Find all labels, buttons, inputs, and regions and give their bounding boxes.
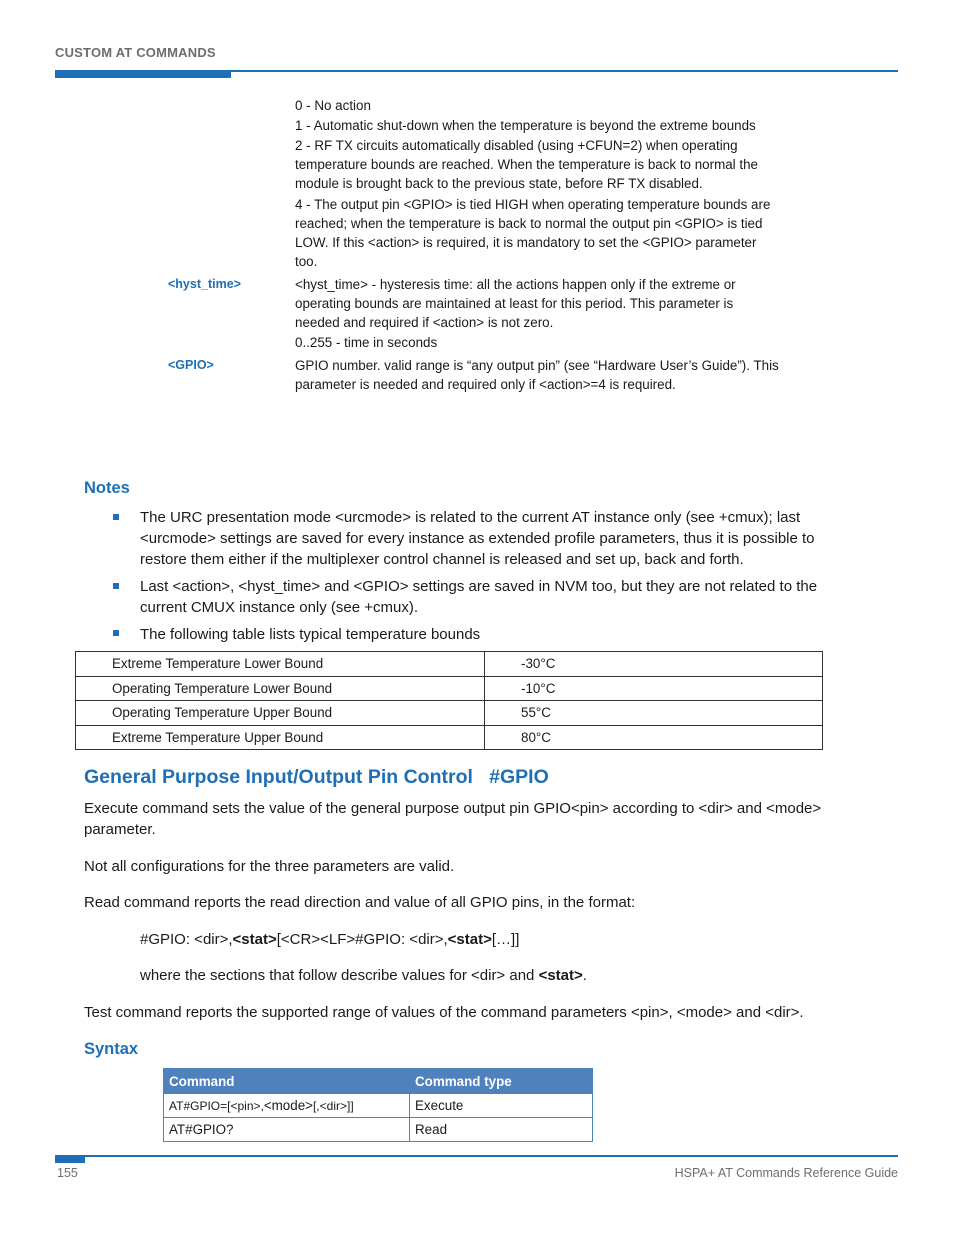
action-line: 0 - No action — [295, 98, 371, 113]
table-row — [76, 725, 823, 750]
bullet-square-icon — [113, 630, 119, 636]
gpio-where-line — [140, 965, 587, 986]
command-type-cell: Read — [410, 1118, 593, 1142]
gpio-paragraph-valid: Not all configurations for the three parameters are valid. — [84, 858, 455, 875]
gpio-paragraph-execute — [84, 798, 821, 840]
page-number: 155 — [57, 1166, 78, 1180]
hyst-time-description — [295, 275, 736, 352]
gpio-line: parameter is needed and required only if <action>=4 is required. — [295, 377, 676, 392]
action-line: 1 - Automatic shut-down when the temperature is beyond the extreme bounds — [295, 118, 756, 133]
gpio-read-format — [140, 929, 519, 950]
paragraph-line: parameter. — [84, 821, 156, 838]
table-row — [164, 1094, 593, 1118]
action-line: 4 - The output pin <GPIO> is tied HIGH when operating temperature bounds are — [295, 197, 771, 212]
action-line: LOW. If this <action> is required, it is mandatory to set the <GPIO> parameter — [295, 235, 757, 250]
syntax-heading: Syntax — [84, 1040, 139, 1058]
header-accent-bar — [55, 70, 231, 78]
command-part: AT#GPIO=[<pin>, — [169, 1099, 264, 1113]
note-item — [140, 576, 817, 618]
gpio-paragraph-read: Read command reports the read direction and value of all GPIO pins, in the format: — [84, 894, 636, 911]
column-header-command-type: Command type — [410, 1069, 593, 1094]
running-header: CUSTOM AT COMMANDS — [55, 45, 216, 60]
format-part: […]] — [491, 931, 520, 948]
note-item: The following table lists typical temperature bounds — [140, 626, 481, 643]
action-line: module is brought back to the previous state, before RF TX disabled. — [295, 176, 703, 191]
gpio-description — [295, 356, 779, 394]
table-header-row — [164, 1069, 593, 1094]
bound-label: Operating Temperature Lower Bound — [76, 676, 485, 701]
note-line: The URC presentation mode <urcmode> is related to the current AT instance only (see +cmux); last — [140, 509, 801, 526]
where-dot: . — [582, 967, 587, 984]
command-cell: AT#GPIO? — [164, 1118, 410, 1142]
document-title: HSPA+ AT Commands Reference Guide — [674, 1166, 898, 1180]
format-part: [<CR><LF>#GPIO: <dir>, — [276, 931, 448, 948]
format-part: #GPIO: <dir>, — [140, 931, 233, 948]
command-part: [,<dir>]] — [312, 1099, 354, 1113]
bullet-square-icon — [113, 514, 119, 520]
hyst-line: <hyst_time> - hysteresis time: all the actions happen only if the extreme or — [295, 277, 736, 292]
hyst-line: operating bounds are maintained at least for this period. This parameter is — [295, 296, 734, 311]
format-stat: <stat> — [447, 931, 492, 948]
note-line: restore them either if the multiplexer control channel is released and set up, back and forth. — [140, 551, 744, 568]
note-line: Last <action>, <hyst_time> and <GPIO> settings are saved in NVM too, but they are not related to the — [140, 578, 818, 595]
notes-heading: Notes — [84, 479, 130, 497]
table-row — [76, 652, 823, 677]
hyst-line: 0..255 - time in seconds — [295, 335, 438, 350]
bound-label: Extreme Temperature Upper Bound — [76, 725, 485, 750]
paragraph-line: Execute command sets the value of the general purpose output pin GPIO<pin> according to <dir> and <mode> — [84, 800, 822, 817]
table-row — [76, 676, 823, 701]
param-name-gpio: <GPIO> — [168, 358, 214, 372]
table-row — [76, 701, 823, 726]
gpio-paragraph-test: Test command reports the supported range of values of the command parameters <pin>, <mode> and <dir>. — [84, 1004, 804, 1021]
bullet-square-icon — [113, 583, 119, 589]
action-line: reached; when the temperature is back to normal the output pin <GPIO> is tied — [295, 216, 763, 231]
command-part: <mode> — [263, 1098, 313, 1113]
action-line: 2 - RF TX circuits automatically disabled (using +CFUN=2) when operating — [295, 138, 738, 153]
bound-label: Extreme Temperature Lower Bound — [76, 652, 485, 677]
column-header-command: Command — [164, 1069, 410, 1094]
bound-value: 55°C — [485, 701, 823, 726]
command-cell — [164, 1094, 410, 1118]
table-row — [164, 1118, 593, 1142]
where-text: where the sections that follow describe values for <dir> and — [140, 967, 539, 984]
bound-label: Operating Temperature Upper Bound — [76, 701, 485, 726]
note-item — [140, 507, 815, 570]
note-line: current CMUX instance only (see +cmux). — [140, 599, 419, 616]
footer-accent-bar — [55, 1155, 85, 1163]
action-param-values — [295, 96, 770, 271]
hyst-line: needed and required if <action> is not zero. — [295, 315, 554, 330]
param-name-hyst-time: <hyst_time> — [168, 277, 241, 291]
bound-value: 80°C — [485, 725, 823, 750]
format-stat: <stat> — [232, 931, 277, 948]
syntax-table — [163, 1068, 593, 1142]
gpio-line: GPIO number. valid range is “any output pin” (see “Hardware User’s Guide”). This — [295, 358, 779, 373]
bound-value: -30°C — [485, 652, 823, 677]
command-type-cell: Execute — [410, 1094, 593, 1118]
bound-value: -10°C — [485, 676, 823, 701]
action-line: too. — [295, 254, 318, 269]
where-stat: <stat> — [538, 967, 583, 984]
section-heading-gpio: General Purpose Input/Output Pin Control #GPIO — [84, 766, 549, 788]
temperature-bounds-table — [75, 651, 823, 750]
note-line: <urcmode> settings are saved for every instance as extended profile parameters, thus it is possible to — [140, 530, 815, 547]
action-line: temperature bounds are reached. When the temperature is back to normal the — [295, 157, 758, 172]
footer-rule — [55, 1155, 898, 1157]
